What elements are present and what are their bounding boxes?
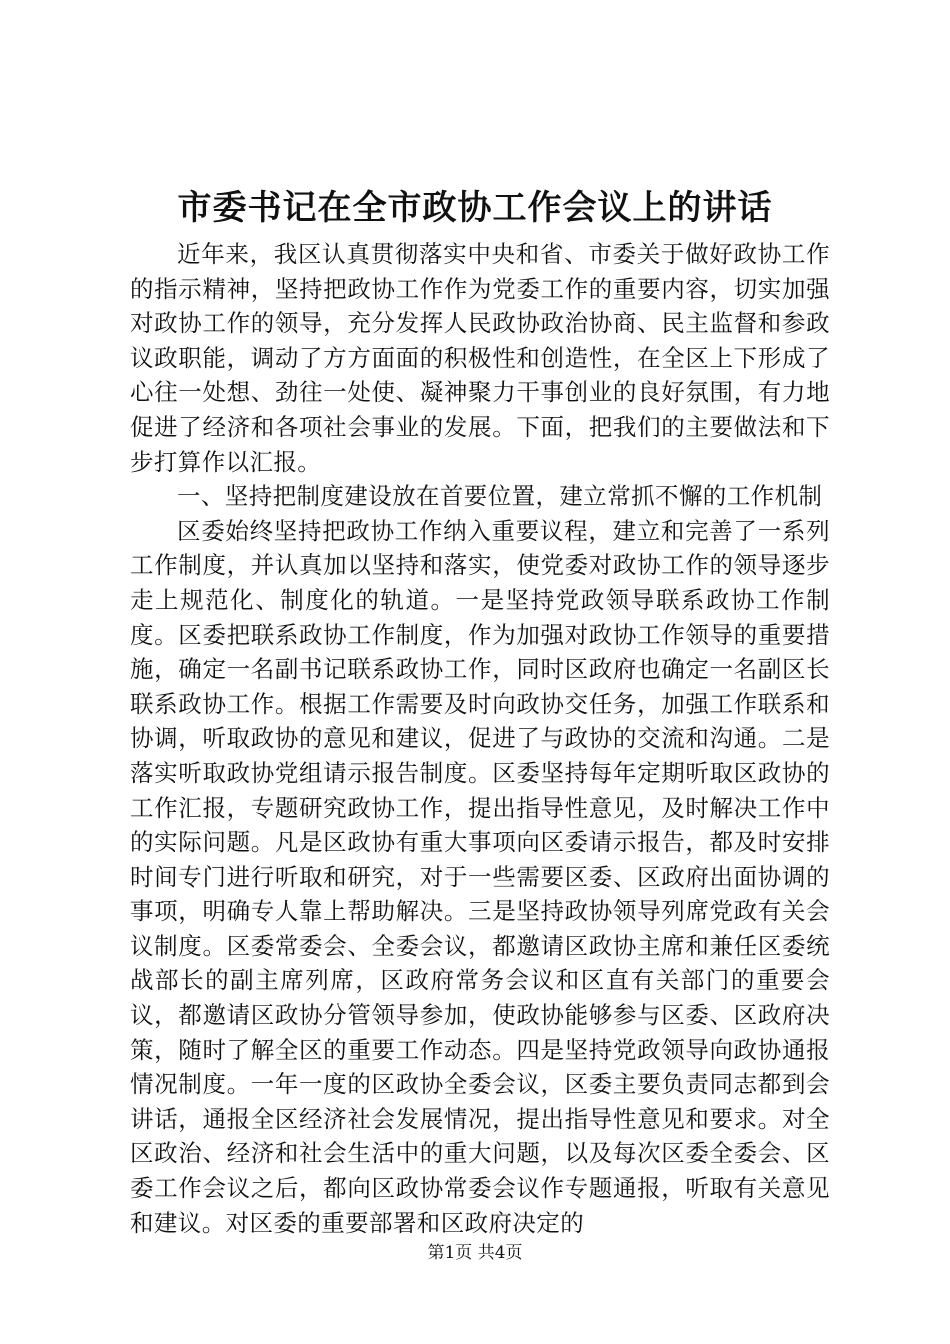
page-number: 第1页 共4页 [427, 1243, 523, 1263]
body-paragraph: 区委始终坚持把政协工作纳入重要议程，建立和完善了一系列工作制度，并认真加以坚持和落实，使党委对政协工作的领导逐步走上规范化、制度化的轨道。一是坚持党政领导联系政协工作制度。区委把联系政协工作制度，作为加强对政协工作领导的重要措施，确定一名副书记联系政协工作，同时区政府也确定一名副区长联系政协工作。根据工作需要及时向政协交任务，加强工作联系和协调，听取政协的意见和建议，促进了与政协的交流和沟通。二是落实听取政协党组请示报告制度。区委坚持每年定期听取区政协的工作汇报，专题研究政协工作，提出指导性意见，及时解决工作中的实际问题。凡是区政协有重大事项向区委请示报告，都及时安排时间专门进行听取和研究，对于一些需要区委、区政府出面协调的事项，明确专人靠上帮助解决。三是坚持政协领导列席党政有关会议制度。区委常委会、全委会议，都邀请区政协主席和兼任区委统战部长的副主席列席，区政府常务会议和区直有关部门的重要会议，都邀请区政协分管领导参加，使政协能够参与区委、区政府决策，随时了解全区的重要工作动态。四是坚持党政领导向政协通报情况制度。一年一度的区政协全委会议，区委主要负责同志都到会讲话，通报全区经济社会发展情况，提出指导性意见和要求。对全区政治、经济和社会生活中的重大问题，以及每次区委全委会、区委工作会议之后，都向区政协常委会议作专题通报，听取有关意见和建议。对区委的重要部署和区政府决定的 [130, 516, 830, 1237]
section-heading: 一、坚持把制度建设放在首要位置，建立常抓不懈的工作机制 [177, 482, 823, 511]
document-title: 市委书记在全市政协工作会议上的讲话 [177, 188, 773, 228]
intro-paragraph: 近年来，我区认真贯彻落实中央和省、市委关于做好政协工作的指示精神，坚持把政协工作作为党委工作的重要内容，切实加强对政协工作的领导，充分发挥人民政协政治协商、民主监督和参政议政职能，调动了方方面面的积极性和创造性，在全区上下形成了心往一处想、劲往一处使、凝神聚力干事创业的良好氛围，有力地促进了经济和各项社会事业的发展。下面，把我们的主要做法和下步打算作以汇报。 [130, 240, 830, 476]
document-body [130, 237, 830, 1240]
